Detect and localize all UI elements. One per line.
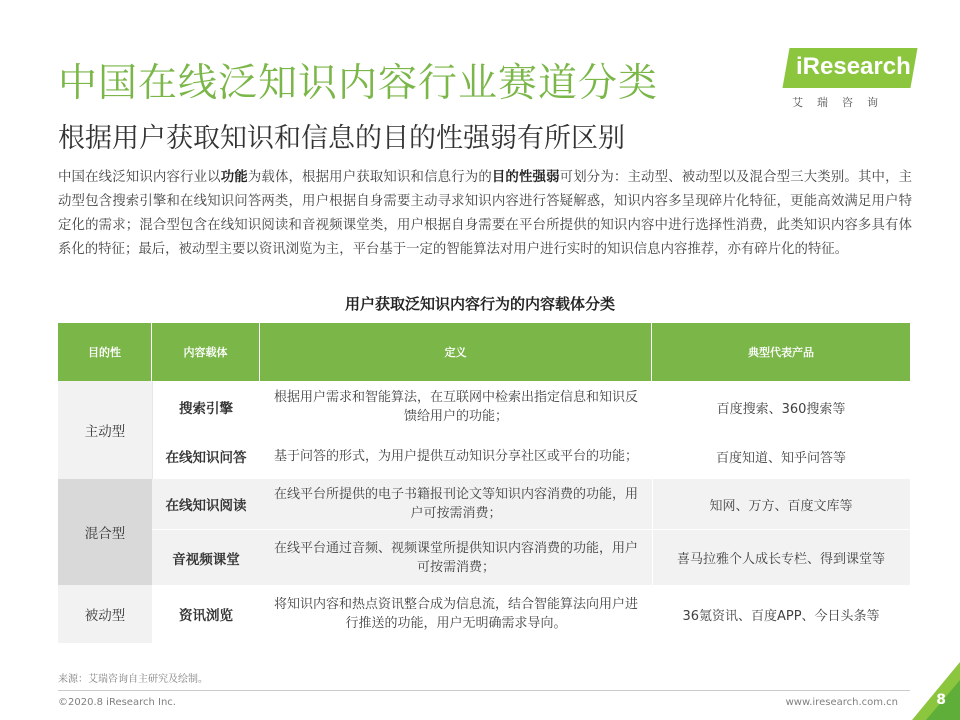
definition-online-qa: 基于问答的形式，为用户提供互动知识分享社区或平台的功能；	[273, 448, 638, 464]
carrier-news-browsing: 资讯浏览	[179, 608, 233, 624]
intro-bold-2: 目的性强弱	[491, 170, 560, 185]
products-search-engine: 百度搜索、360搜索等	[716, 401, 846, 417]
products-online-reading: 知网、万方、百度文库等	[709, 498, 853, 514]
definition-av-classroom: 在线平台通过音频、视频课堂所提供知识内容消费的功能，用户可按需消费；	[273, 540, 638, 575]
carrier-online-reading: 在线知识阅读	[165, 498, 247, 514]
purpose-passive: 被动型	[58, 585, 152, 643]
page-title: 中国在线泛知识内容行业赛道分类	[58, 61, 659, 106]
intro-paragraph	[58, 166, 912, 262]
products-news-browsing: 36氪资讯、百度APP、今日头条等	[682, 608, 880, 624]
intro-bold-1: 功能	[220, 170, 248, 185]
header-products: 典型代表产品	[652, 323, 910, 381]
page-number: 8	[936, 692, 946, 708]
intro-text-3: 可划分为：主动型、被动型以及混合型三大类别。其中，主动型包含搜索引擎和在线知识问答两类，用户根据自身需要主动寻求知识内容进行答疑解惑，知识内容多呈现碎片化特征，更能高效满足用户特定化的需求；混合型包含在线知识阅读和音视频课堂类，用户根据自身需要在平台所提供的知识内容中进行选择性消费，此类知识内容多具有体系化的特征；最后，被动型主要以资讯浏览为主，平台基于一定的智能算法对用户进行实时的知识信息内容推荐，亦有碎片化的特征。	[58, 170, 913, 257]
definition-news-browsing: 将知识内容和热点资讯整合成为信息流，结合智能算法向用户进行推送的功能，用户无明确需求导向。	[273, 597, 638, 631]
page-subtitle: 根据用户获取知识和信息的目的性强弱有所区别	[58, 123, 625, 154]
definition-online-reading: 在线平台所提供的电子书籍报刊论文等知识内容消费的功能，用户可按需消费；	[273, 487, 638, 521]
page-corner-mark	[912, 662, 960, 720]
products-av-classroom: 喜马拉雅个人成长专栏、得到课堂等	[676, 552, 885, 567]
footer-divider	[58, 690, 910, 691]
logo-wordmark: iResearch	[796, 53, 911, 80]
table-title: 用户获取泛知识内容行为的内容载体分类	[344, 295, 615, 313]
source-note: 来源：艾瑞咨询自主研究及绘制。	[58, 674, 208, 685]
purpose-mixed: 混合型	[58, 479, 152, 585]
purpose-active: 主动型	[58, 381, 152, 479]
footer-url: www.iresearch.com.cn	[785, 697, 898, 708]
iresearch-logo	[786, 48, 916, 110]
logo-cn-text: 艾瑞咨询	[792, 96, 892, 109]
definition-search-engine: 根据用户需求和智能算法，在互联网中检索出指定信息和知识反馈给用户的功能；	[273, 390, 638, 424]
products-online-qa: 百度知道、知乎问答等	[715, 450, 846, 466]
intro-text-2: 为载体，根据用户获取知识和信息行为的	[247, 170, 492, 185]
carrier-av-classroom: 音视频课堂	[172, 551, 240, 568]
intro-text-1: 中国在线泛知识内容行业以	[58, 170, 221, 185]
header-purpose: 目的性	[58, 323, 152, 381]
header-carrier: 内容载体	[152, 323, 260, 381]
footer-copyright: ©2020.8 iResearch Inc.	[58, 697, 176, 708]
carrier-search-engine: 搜索引擎	[179, 401, 233, 417]
header-definition: 定义	[260, 323, 652, 381]
carrier-online-qa: 在线知识问答	[165, 450, 247, 466]
